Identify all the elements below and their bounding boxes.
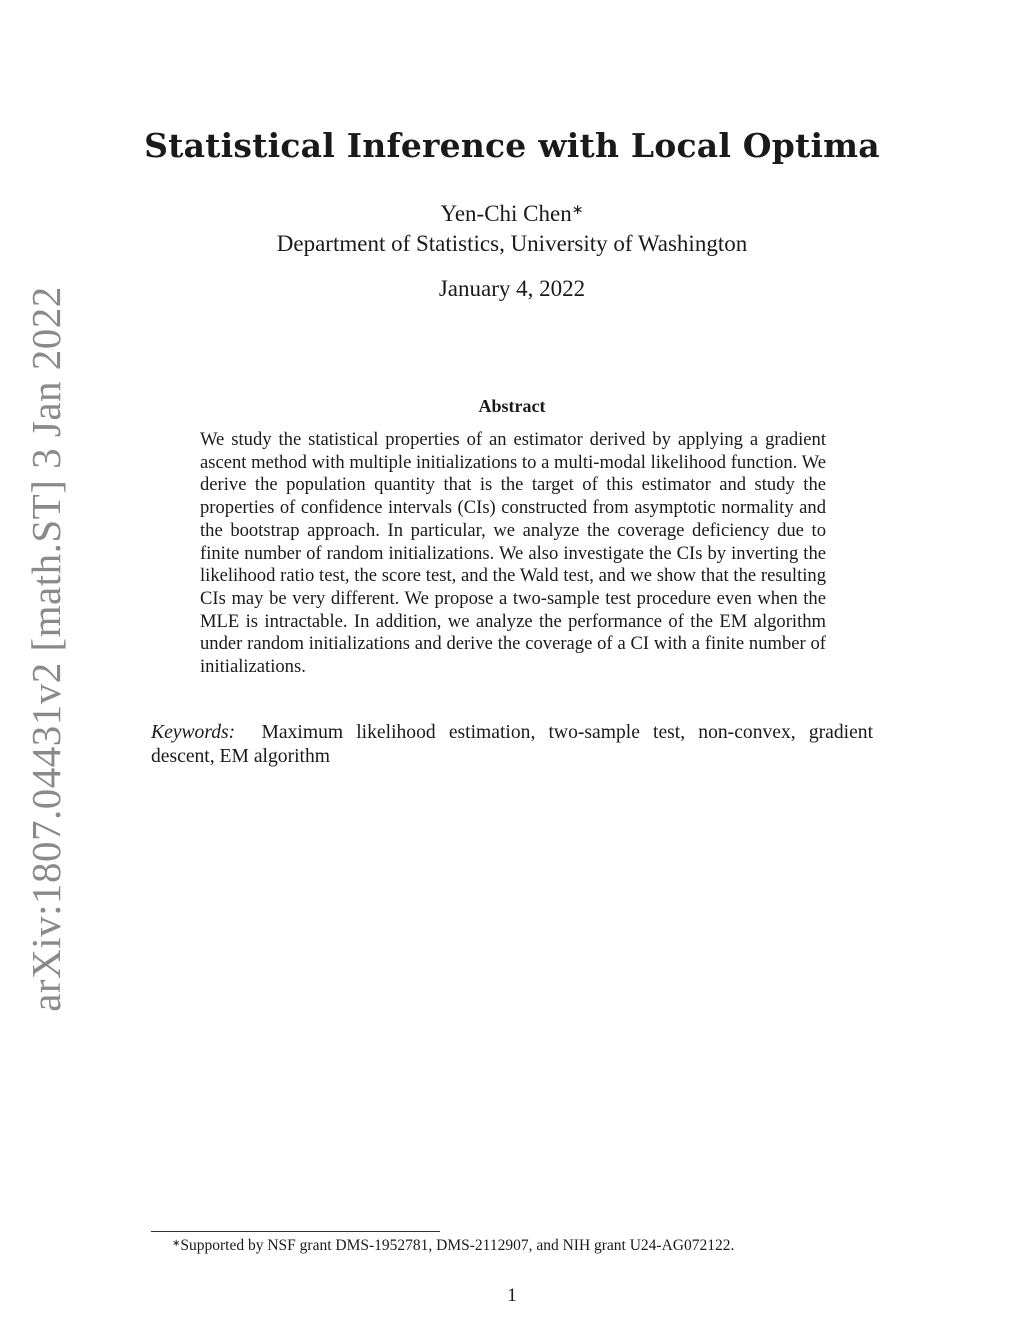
abstract-text: We study the statistical properties of an estimator derived by applying a gradient ascent method with multiple initializations to a multi-modal likelihood function. We derive the population quantity that is the target of this estimator and study the properties of confidence intervals (CIs) constructed from asymptotic normality and the bootstrap approach. In particular, we analyze the coverage deficiency due to finite number of random initializations. We also investigate the CIs by inverting the likelihood ratio test, the score test, and the Wald test, and we show that the resulting CIs may be very different. We propose a two-sample test procedure even when the MLE is intractable. In addition, we analyze the performance of the EM algorithm under random initializations and derive the coverage of a CI with a finite number of initializations. xyxy=(200,429,826,678)
footnote-divider xyxy=(151,1231,440,1232)
paper-title: Statistical Inference with Local Optima xyxy=(144,126,880,165)
arxiv-identifier-stamp xyxy=(16,286,76,1012)
arxiv-identifier-text: arXiv:1807.04431v2 [math.ST] 3 Jan 2022 xyxy=(23,286,69,1012)
author-affiliation: Department of Statistics, University of Washington xyxy=(276,231,748,256)
keywords-text: Maximum likelihood estimation, two-sample test, non-convex, gradient descent, EM algorithm xyxy=(151,722,874,767)
author-block xyxy=(0,199,1024,259)
keywords-paragraph xyxy=(151,721,873,769)
footnote-marker: ∗ xyxy=(172,1238,181,1249)
page-number: 1 xyxy=(507,1285,517,1306)
footnote-text: Supported by NSF grant DMS-1952781, DMS-2112907, and NIH grant U24-AG072122. xyxy=(180,1237,735,1254)
author-footnote-marker: ∗ xyxy=(571,203,584,218)
paper-date: January 4, 2022 xyxy=(438,276,586,301)
abstract-heading: Abstract xyxy=(478,396,546,416)
footnote xyxy=(172,1236,872,1256)
author-line xyxy=(0,199,1024,229)
author-name: Yen-Chi Chen xyxy=(440,201,572,226)
keywords-label: Keywords: xyxy=(151,722,236,743)
